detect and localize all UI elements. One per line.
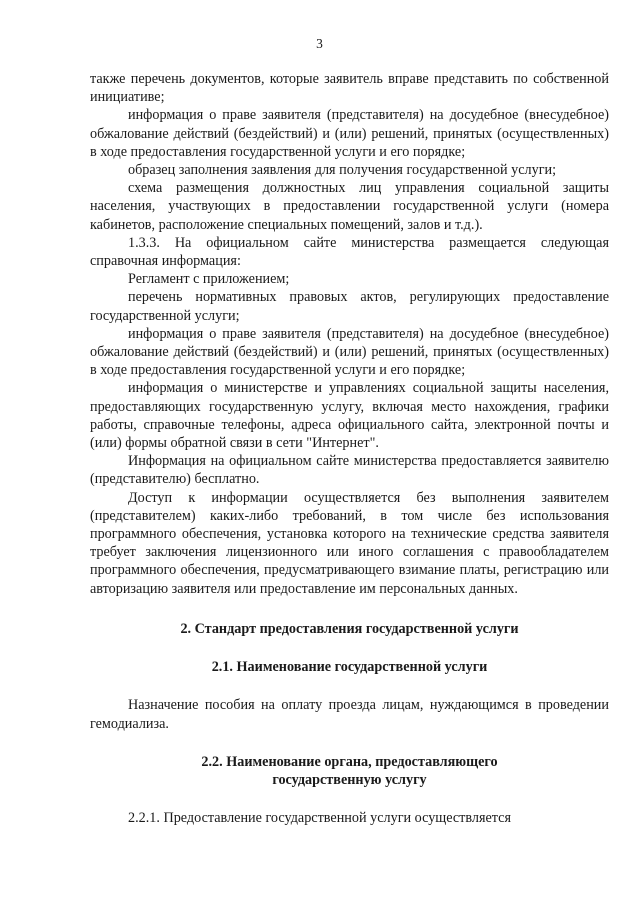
- paragraph: схема размещения должностных лиц управления социальной защиты населения, участвующих в предоставлении государственной услуги (номера кабинетов, расположение специальных помещений, залов и т.д.).: [90, 180, 609, 233]
- document-body: [90, 70, 609, 827]
- paragraph: Информация на официальном сайте министерства предоставляется заявителю (представителю) бесплатно.: [90, 453, 609, 488]
- section-heading-2: 2. Стандарт предоставления государственной услуги: [180, 620, 519, 637]
- paragraph: 2.2.1. Предоставление государственной услуги осуществляется: [128, 810, 511, 827]
- page-number: 3: [316, 36, 323, 51]
- paragraph: перечень нормативных правовых актов, регулирующих предоставление государственной услуги;: [90, 289, 609, 324]
- paragraph: информация о праве заявителя (представителя) на досудебное (внесудебное) обжалование действий (бездействий) и (или) решений, принятых (осуществленных) в ходе предоставления государственной услуги и его порядке;: [90, 325, 609, 379]
- paragraph: Назначение пособия на оплату проезда лицам, нуждающимся в проведении гемодиализа.: [90, 697, 609, 732]
- paragraph: информация о праве заявителя (представителя) на досудебное (внесудебное) обжалование действий (бездействий) и (или) решений, принятых (осуществленных) в ходе предоставления государственной услуги и его порядке;: [90, 107, 609, 160]
- paragraph: 1.3.3. На официальном сайте министерства размещается следующая справочная информация:: [90, 234, 609, 270]
- paragraph: информация о министерстве и управлениях социальной защиты населения, предоставляющих государственную услугу, включая место нахождения, графики работы, справочные телефоны, адреса официального сайта, электронной почты и (или) формы обратной связи в сети "Интернет".: [90, 380, 609, 452]
- paragraph: образец заполнения заявления для получения государственной услуги;: [128, 162, 557, 179]
- paragraph: Регламент с приложением;: [128, 271, 290, 288]
- paragraph: Доступ к информации осуществляется без выполнения заявителем (представителем) каких-либо требований, в том числе без использования программного обеспечения, установка которого на технические средства заявителя требует заключения лицензионного или иного соглашения с правообладателем программного обеспечения, предусматривающего взимание платы, регистрацию или авторизацию заявителя или предоставление им персональных данных.: [90, 489, 609, 597]
- paragraph: также перечень документов, которые заявитель вправе представить по собственной инициативе;: [90, 71, 609, 106]
- section-heading-2-1: 2.1. Наименование государственной услуги: [211, 659, 488, 676]
- section-heading-2-2-line1: 2.2. Наименование органа, предоставляющего: [201, 753, 498, 770]
- section-heading-2-2-line2: государственную услугу: [272, 771, 427, 788]
